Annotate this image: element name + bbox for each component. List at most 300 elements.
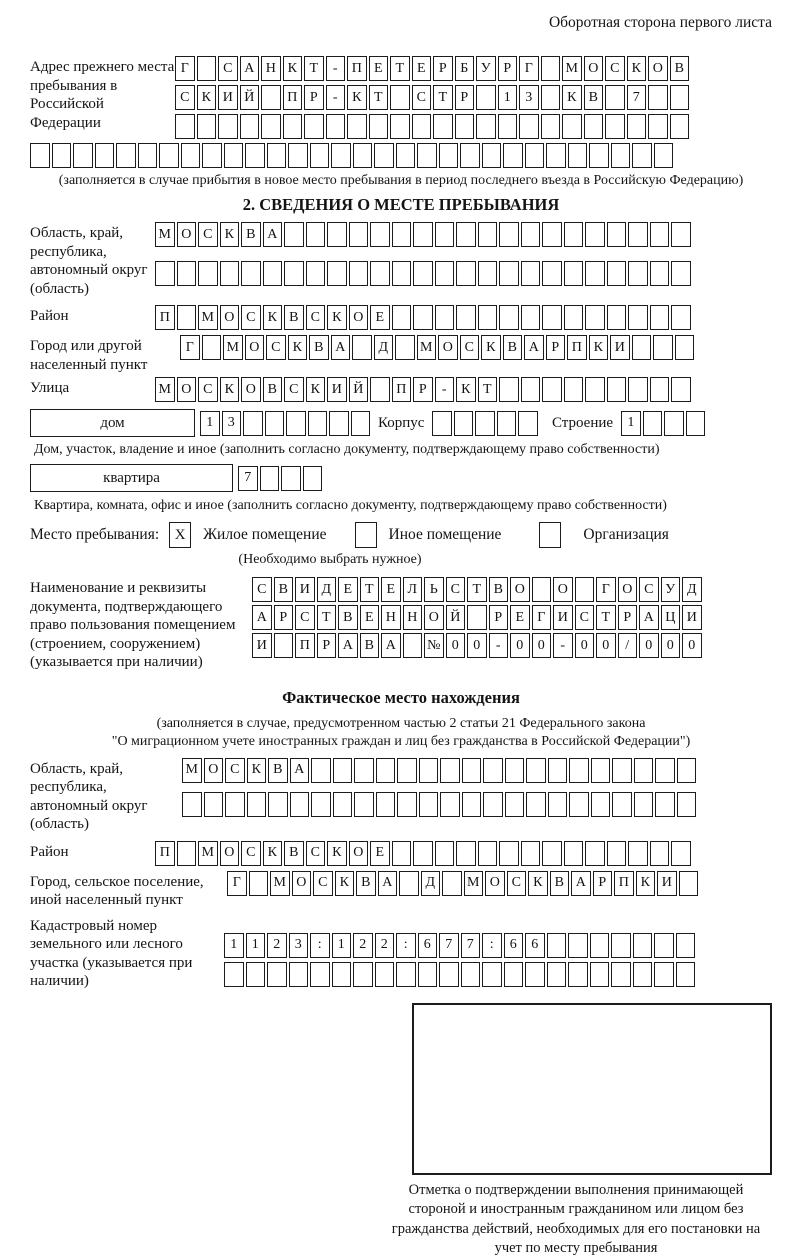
char-box[interactable]: С (460, 335, 480, 360)
char-box[interactable]: О (177, 377, 197, 402)
char-box[interactable]: В (503, 335, 523, 360)
char-box[interactable]: Т (304, 56, 324, 81)
char-box[interactable] (284, 261, 304, 286)
char-box[interactable] (590, 962, 610, 987)
char-box[interactable]: О (584, 56, 604, 81)
char-box[interactable]: С (266, 335, 286, 360)
char-box[interactable] (498, 114, 518, 139)
char-box[interactable] (584, 114, 604, 139)
char-box[interactable]: Й (446, 605, 466, 630)
char-box[interactable]: К (327, 841, 347, 866)
char-box[interactable] (260, 466, 280, 491)
char-box[interactable]: 0 (532, 633, 552, 658)
char-box[interactable] (247, 792, 267, 817)
char-box[interactable]: 7 (238, 466, 258, 491)
char-box[interactable] (224, 962, 244, 987)
char-box[interactable] (585, 305, 605, 330)
char-box[interactable] (650, 305, 670, 330)
char-box[interactable]: В (584, 85, 604, 110)
char-box[interactable]: 0 (510, 633, 530, 658)
char-box[interactable] (290, 792, 310, 817)
char-box[interactable] (419, 758, 439, 783)
char-box[interactable] (548, 792, 568, 817)
char-box[interactable] (202, 335, 222, 360)
char-box[interactable] (611, 933, 631, 958)
char-box[interactable]: М (182, 758, 202, 783)
char-box[interactable]: П (567, 335, 587, 360)
char-box[interactable] (440, 792, 460, 817)
char-box[interactable]: Б (455, 56, 475, 81)
char-box[interactable] (497, 411, 517, 436)
char-box[interactable]: 6 (504, 933, 524, 958)
char-box[interactable]: О (220, 841, 240, 866)
char-box[interactable] (456, 305, 476, 330)
char-box[interactable]: О (349, 841, 369, 866)
char-box[interactable] (607, 261, 627, 286)
char-box[interactable]: А (381, 633, 401, 658)
char-box[interactable] (562, 114, 582, 139)
char-box[interactable] (605, 85, 625, 110)
char-box[interactable] (462, 758, 482, 783)
char-box[interactable] (654, 143, 674, 168)
char-box[interactable] (432, 411, 452, 436)
char-box[interactable] (333, 792, 353, 817)
char-box[interactable] (202, 143, 222, 168)
char-box[interactable]: С (284, 377, 304, 402)
char-box[interactable] (454, 411, 474, 436)
char-box[interactable] (521, 305, 541, 330)
char-box[interactable]: 2 (375, 933, 395, 958)
char-box[interactable]: Р (489, 605, 509, 630)
char-box[interactable] (569, 758, 589, 783)
char-box[interactable] (240, 114, 260, 139)
char-box[interactable] (679, 871, 699, 896)
char-box[interactable] (351, 411, 371, 436)
char-box[interactable] (503, 143, 523, 168)
char-box[interactable] (243, 411, 263, 436)
char-box[interactable] (628, 222, 648, 247)
char-box[interactable]: В (550, 871, 570, 896)
char-box[interactable]: С (446, 577, 466, 602)
char-box[interactable]: Ц (661, 605, 681, 630)
char-box[interactable] (521, 377, 541, 402)
char-box[interactable]: А (338, 633, 358, 658)
char-box[interactable]: П (295, 633, 315, 658)
char-box[interactable]: И (682, 605, 702, 630)
char-box[interactable] (504, 962, 524, 987)
char-box[interactable] (462, 792, 482, 817)
char-box[interactable] (542, 841, 562, 866)
char-box[interactable] (607, 841, 627, 866)
char-box[interactable] (289, 962, 309, 987)
char-box[interactable] (455, 114, 475, 139)
char-box[interactable] (374, 143, 394, 168)
char-box[interactable] (664, 411, 684, 436)
char-box[interactable] (224, 143, 244, 168)
char-box[interactable]: № (424, 633, 444, 658)
char-box[interactable]: 7 (627, 85, 647, 110)
char-box[interactable]: С (218, 56, 238, 81)
char-box[interactable] (476, 114, 496, 139)
char-box[interactable] (413, 841, 433, 866)
char-box[interactable] (347, 114, 367, 139)
char-box[interactable] (521, 261, 541, 286)
char-box[interactable]: Г (180, 335, 200, 360)
char-box[interactable]: Г (519, 56, 539, 81)
char-box[interactable] (627, 114, 647, 139)
char-box[interactable]: И (327, 377, 347, 402)
char-box[interactable] (263, 261, 283, 286)
char-box[interactable]: П (614, 871, 634, 896)
char-box[interactable] (686, 411, 706, 436)
char-box[interactable] (369, 114, 389, 139)
char-box[interactable] (532, 577, 552, 602)
char-box[interactable]: М (223, 335, 243, 360)
char-box[interactable] (249, 871, 269, 896)
char-box[interactable]: М (198, 305, 218, 330)
char-box[interactable] (526, 792, 546, 817)
char-box[interactable] (589, 143, 609, 168)
char-box[interactable] (396, 143, 416, 168)
char-box[interactable] (268, 792, 288, 817)
char-box[interactable] (353, 143, 373, 168)
char-box[interactable]: 0 (575, 633, 595, 658)
char-box[interactable]: А (524, 335, 544, 360)
char-box[interactable]: К (589, 335, 609, 360)
char-box[interactable]: М (198, 841, 218, 866)
char-box[interactable] (456, 261, 476, 286)
char-box[interactable] (261, 85, 281, 110)
char-box[interactable] (332, 962, 352, 987)
char-box[interactable] (650, 377, 670, 402)
char-box[interactable]: С (412, 85, 432, 110)
char-box[interactable]: М (270, 871, 290, 896)
char-box[interactable] (676, 962, 696, 987)
char-box[interactable] (518, 411, 538, 436)
char-box[interactable]: А (571, 871, 591, 896)
char-box[interactable]: Е (381, 577, 401, 602)
char-box[interactable]: А (378, 871, 398, 896)
char-box[interactable] (261, 114, 281, 139)
zhiloe-checkbox[interactable]: X (169, 522, 191, 548)
char-box[interactable] (568, 962, 588, 987)
char-box[interactable] (585, 841, 605, 866)
char-box[interactable]: К (481, 335, 501, 360)
char-box[interactable] (478, 261, 498, 286)
char-box[interactable]: О (349, 305, 369, 330)
char-box[interactable]: С (306, 305, 326, 330)
char-box[interactable]: С (241, 841, 261, 866)
char-box[interactable] (499, 841, 519, 866)
char-box[interactable] (648, 85, 668, 110)
char-box[interactable] (612, 792, 632, 817)
char-box[interactable] (655, 758, 675, 783)
char-box[interactable]: 2 (353, 933, 373, 958)
char-box[interactable] (439, 962, 459, 987)
char-box[interactable] (281, 466, 301, 491)
char-box[interactable] (329, 411, 349, 436)
char-box[interactable]: В (268, 758, 288, 783)
char-box[interactable] (306, 222, 326, 247)
char-box[interactable]: С (175, 85, 195, 110)
char-box[interactable] (397, 792, 417, 817)
char-box[interactable] (655, 792, 675, 817)
char-box[interactable]: С (198, 222, 218, 247)
char-box[interactable] (499, 377, 519, 402)
char-box[interactable] (542, 305, 562, 330)
char-box[interactable]: В (670, 56, 690, 81)
char-box[interactable]: 7 (439, 933, 459, 958)
char-box[interactable] (241, 261, 261, 286)
char-box[interactable] (607, 305, 627, 330)
char-box[interactable] (676, 933, 696, 958)
char-box[interactable] (476, 85, 496, 110)
char-box[interactable] (419, 792, 439, 817)
char-box[interactable] (612, 758, 632, 783)
char-box[interactable]: Т (596, 605, 616, 630)
char-box[interactable]: О (424, 605, 444, 630)
char-box[interactable]: М (562, 56, 582, 81)
char-box[interactable] (482, 143, 502, 168)
char-box[interactable]: А (639, 605, 659, 630)
char-box[interactable]: И (218, 85, 238, 110)
char-box[interactable]: И (295, 577, 315, 602)
char-box[interactable] (390, 114, 410, 139)
char-box[interactable]: А (290, 758, 310, 783)
char-box[interactable]: О (438, 335, 458, 360)
char-box[interactable] (633, 933, 653, 958)
char-box[interactable]: Р (304, 85, 324, 110)
char-box[interactable]: 6 (418, 933, 438, 958)
char-box[interactable] (671, 222, 691, 247)
char-box[interactable] (138, 143, 158, 168)
char-box[interactable] (418, 962, 438, 987)
char-box[interactable]: К (528, 871, 548, 896)
char-box[interactable] (671, 305, 691, 330)
char-box[interactable] (30, 143, 50, 168)
char-box[interactable] (177, 261, 197, 286)
char-box[interactable]: О (204, 758, 224, 783)
char-box[interactable] (675, 335, 695, 360)
char-box[interactable]: 1 (224, 933, 244, 958)
char-box[interactable] (654, 933, 674, 958)
char-box[interactable]: - (326, 56, 346, 81)
char-box[interactable] (541, 56, 561, 81)
char-box[interactable] (288, 143, 308, 168)
char-box[interactable]: К (335, 871, 355, 896)
char-box[interactable] (197, 56, 217, 81)
char-box[interactable] (327, 222, 347, 247)
char-box[interactable] (197, 114, 217, 139)
char-box[interactable] (461, 962, 481, 987)
char-box[interactable] (650, 261, 670, 286)
char-box[interactable]: П (155, 305, 175, 330)
char-box[interactable] (643, 411, 663, 436)
char-box[interactable] (564, 377, 584, 402)
char-box[interactable]: Т (360, 577, 380, 602)
char-box[interactable] (218, 114, 238, 139)
char-box[interactable]: 0 (446, 633, 466, 658)
char-box[interactable]: Т (478, 377, 498, 402)
char-box[interactable] (73, 143, 93, 168)
char-box[interactable] (311, 792, 331, 817)
char-box[interactable]: Д (317, 577, 337, 602)
char-box[interactable]: Г (532, 605, 552, 630)
char-box[interactable]: О (241, 377, 261, 402)
char-box[interactable] (467, 605, 487, 630)
char-box[interactable]: Р (274, 605, 294, 630)
char-box[interactable] (568, 933, 588, 958)
char-box[interactable]: Т (317, 605, 337, 630)
char-box[interactable]: К (327, 305, 347, 330)
char-box[interactable] (568, 143, 588, 168)
char-box[interactable]: В (284, 841, 304, 866)
char-box[interactable]: Е (510, 605, 530, 630)
char-box[interactable]: Н (381, 605, 401, 630)
char-box[interactable] (585, 222, 605, 247)
char-box[interactable] (605, 114, 625, 139)
char-box[interactable]: 0 (639, 633, 659, 658)
char-box[interactable]: О (485, 871, 505, 896)
char-box[interactable] (575, 577, 595, 602)
char-box[interactable] (650, 222, 670, 247)
char-box[interactable] (547, 962, 567, 987)
char-box[interactable]: К (288, 335, 308, 360)
char-box[interactable]: С (507, 871, 527, 896)
char-box[interactable]: В (263, 377, 283, 402)
char-box[interactable]: Ь (424, 577, 444, 602)
char-box[interactable] (376, 792, 396, 817)
char-box[interactable] (182, 792, 202, 817)
char-box[interactable] (654, 962, 674, 987)
char-box[interactable] (95, 143, 115, 168)
char-box[interactable] (590, 933, 610, 958)
char-box[interactable] (521, 841, 541, 866)
char-box[interactable]: : (310, 933, 330, 958)
char-box[interactable]: 1 (621, 411, 641, 436)
char-box[interactable]: - (435, 377, 455, 402)
char-box[interactable] (403, 633, 423, 658)
char-box[interactable]: : (482, 933, 502, 958)
char-box[interactable] (525, 962, 545, 987)
char-box[interactable]: К (220, 222, 240, 247)
char-box[interactable]: В (489, 577, 509, 602)
char-box[interactable] (155, 261, 175, 286)
char-box[interactable] (412, 114, 432, 139)
char-box[interactable]: К (306, 377, 326, 402)
char-box[interactable] (607, 377, 627, 402)
char-box[interactable] (397, 758, 417, 783)
char-box[interactable]: - (489, 633, 509, 658)
char-box[interactable] (670, 85, 690, 110)
char-box[interactable]: В (284, 305, 304, 330)
char-box[interactable] (542, 377, 562, 402)
char-box[interactable] (310, 962, 330, 987)
char-box[interactable]: : (396, 933, 416, 958)
char-box[interactable] (440, 758, 460, 783)
char-box[interactable]: Р (413, 377, 433, 402)
char-box[interactable] (303, 466, 323, 491)
char-box[interactable] (628, 261, 648, 286)
char-box[interactable] (326, 114, 346, 139)
char-box[interactable] (542, 222, 562, 247)
char-box[interactable] (413, 222, 433, 247)
char-box[interactable] (392, 222, 412, 247)
char-box[interactable] (370, 377, 390, 402)
char-box[interactable] (370, 261, 390, 286)
char-box[interactable] (519, 114, 539, 139)
char-box[interactable] (413, 261, 433, 286)
char-box[interactable]: К (263, 841, 283, 866)
char-box[interactable]: И (610, 335, 630, 360)
char-box[interactable]: И (252, 633, 272, 658)
char-box[interactable]: К (456, 377, 476, 402)
char-box[interactable]: М (464, 871, 484, 896)
char-box[interactable]: К (627, 56, 647, 81)
char-box[interactable] (564, 222, 584, 247)
char-box[interactable] (499, 222, 519, 247)
char-box[interactable] (499, 305, 519, 330)
char-box[interactable] (671, 841, 691, 866)
char-box[interactable] (564, 305, 584, 330)
char-box[interactable] (265, 411, 285, 436)
char-box[interactable]: / (618, 633, 638, 658)
char-box[interactable]: А (252, 605, 272, 630)
char-box[interactable]: М (417, 335, 437, 360)
char-box[interactable] (390, 85, 410, 110)
char-box[interactable]: 2 (267, 933, 287, 958)
char-box[interactable] (505, 792, 525, 817)
char-box[interactable]: У (476, 56, 496, 81)
char-box[interactable]: Й (240, 85, 260, 110)
char-box[interactable]: О (220, 305, 240, 330)
char-box[interactable]: В (338, 605, 358, 630)
char-box[interactable] (591, 758, 611, 783)
char-box[interactable] (542, 261, 562, 286)
char-box[interactable]: П (392, 377, 412, 402)
char-box[interactable] (547, 933, 567, 958)
char-box[interactable] (267, 143, 287, 168)
char-box[interactable] (225, 792, 245, 817)
char-box[interactable]: С (252, 577, 272, 602)
char-box[interactable] (564, 841, 584, 866)
char-box[interactable]: А (240, 56, 260, 81)
char-box[interactable]: А (331, 335, 351, 360)
char-box[interactable] (352, 335, 372, 360)
char-box[interactable] (632, 335, 652, 360)
char-box[interactable] (611, 143, 631, 168)
char-box[interactable] (52, 143, 72, 168)
char-box[interactable]: О (177, 222, 197, 247)
char-box[interactable] (435, 261, 455, 286)
char-box[interactable]: С (295, 605, 315, 630)
char-box[interactable] (456, 841, 476, 866)
char-box[interactable]: Р (433, 56, 453, 81)
char-box[interactable] (246, 962, 266, 987)
char-box[interactable]: Е (369, 56, 389, 81)
char-box[interactable] (456, 222, 476, 247)
char-box[interactable]: К (263, 305, 283, 330)
inoe-checkbox[interactable] (355, 522, 377, 548)
char-box[interactable] (417, 143, 437, 168)
char-box[interactable] (349, 222, 369, 247)
char-box[interactable]: 0 (682, 633, 702, 658)
char-box[interactable] (670, 114, 690, 139)
char-box[interactable]: Е (370, 305, 390, 330)
char-box[interactable]: К (220, 377, 240, 402)
char-box[interactable] (181, 143, 201, 168)
char-box[interactable]: Г (175, 56, 195, 81)
